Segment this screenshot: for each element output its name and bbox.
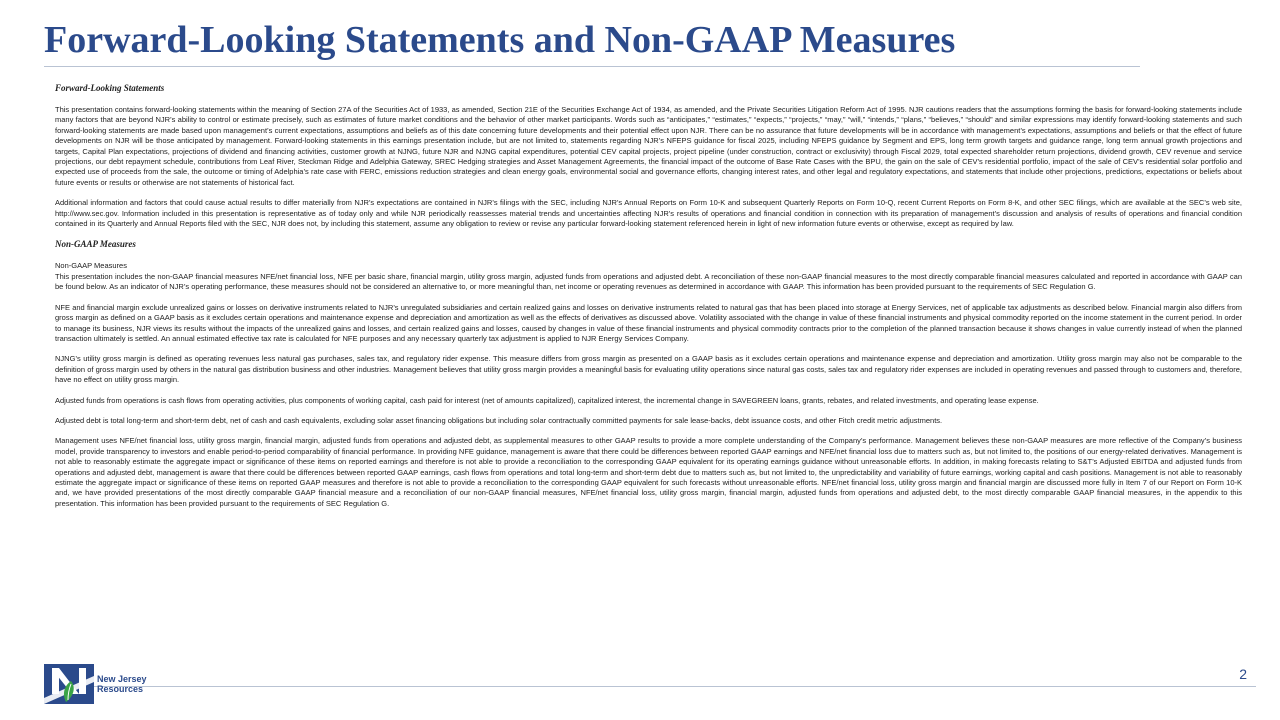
- content-area: [55, 83, 1242, 639]
- non-gaap-paragraph-5: Adjusted debt is total long-term and short-term debt, net of cash and cash equivalents, excluding solar asset financing obligations but including solar contractually committed payments for sale lease-backs, debt issuance costs, and other Fitch credit metric adjustments.: [55, 415, 943, 425]
- footer-divider: [94, 686, 1256, 687]
- non-gaap-paragraph-3: NJNG’s utility gross margin is defined as operating revenues less natural gas purchases, sales tax, and regulatory rider expense. This measure differs from gross margin as presented on a GAAP basis as it excludes certain operations and maintenance expense and depreciation and amortization. Utility gross margin may also not be comparable to the definition of gross margin used by others in the natural gas distribution business and other industries. Management believes that utility gross margin provides a meaningful basis for evaluating utility operations since natural gas costs, sales tax and regulatory rider expenses are included in operating revenues and passed through to customers and, therefore, have no effect on utility gross margin.: [55, 354, 1242, 385]
- forward-looking-paragraph-2: Additional information and factors that could cause actual results to differ materially from NJR’s expectations are contained in NJR’s filings with the SEC, including NJR’s Annual Reports on Form 10-K and subsequent Quarterly Reports on Form 10-Q, recent Current Reports on Form 8-K, and other SEC filings, which are available at the SEC’s web site, http://www.sec.gov. Information included in this presentation is representative as of today only and while NJR periodically reassesses material trends and uncertainties affecting NJR’s results of operations and financial condition in connection with its preparation of management’s discussion and analysis of results of operations and financial condition contained in its Quarterly and Annual Reports filed with the SEC, NJR does not, by including this statement, assume any obligation to review or revise any particular forward-looking statement referenced herein in light of new information future events or otherwise, except as required by law.: [55, 198, 1242, 229]
- non-gaap-paragraph-1: This presentation includes the non-GAAP financial measures NFE/net financial loss, NFE per basic share, financial margin, utility gross margin, adjusted funds from operations and adjusted debt. A reconciliation of these non-GAAP financial measures to the most directly comparable financial measures calculated and reported in accordance with GAAP can be found below. As an indicator of NJR’s operating performance, these measures should not be considered an alternative to, or more meaningful than, net income or operating revenues as determined in accordance with GAAP. This information has been provided pursuant to the requirements of SEC Regulation G.: [55, 271, 1242, 292]
- non-gaap-heading: Non-GAAP Measures: [55, 239, 136, 250]
- non-gaap-subheading: Non-GAAP Measures: [55, 261, 127, 271]
- page-title: Forward-Looking Statements and Non-GAAP Measures: [44, 19, 956, 61]
- logo-wordmark: [97, 674, 147, 694]
- company-logo: [44, 664, 156, 704]
- title-divider: [44, 66, 1140, 67]
- forward-looking-paragraph-1: This presentation contains forward-looking statements within the meaning of Section 27A of the Securities Act of 1933, as amended, Section 21E of the Securities Exchange Act of 1934, as amended, and the Private Securities Litigation Reform Act of 1995. NJR cautions readers that the assumptions forming the basis for forward-looking statements include many factors that are beyond NJR’s ability to control or estimate precisely, such as estimates of future market conditions and the behavior of other market participants. Words such as “anticipates,” “estimates,” “expects,” “projects,” “may,” “will,” “intends,” “plans,” “believes,” “should” and similar expressions may identify forward-looking statements and such forward-looking statements are made based upon management’s current expectations, assumptions and beliefs as of this date concerning future developments and their potential effect upon NJR. There can be no assurance that future developments will be in accordance with management’s expectations, assumptions and beliefs or that the effect of future developments on NJR will be those anticipated by management. Forward-looking statements in this earnings presentation include, but are not limited to, statements regarding NJR’s NFEPS guidance for fiscal 2025, including NFEPS guidance by Segment and EPS, long term growth targets and guidance range, long term annual growth projections and targets, Capital Plan expectations, projections of dividend and financing activities, customer growth at NJNG, future NJR and NJNG capital expenditures, potential CEV capital projects, project pipeline (under construction, contract or exclusivity) through Fiscal 2029, total expected shareholder return projections, dividend growth, CEV revenue and service projections, our debt repayment schedule, contributions from Leaf River, Steckman Ridge and Adelphia Gateway, SREC Hedging strategies and Asset Management Agreements, the financial impact of the outcome of Base Rate Cases with the BPU, the gain on the sale of CEV’s residential portfolio, impact of the sale of CEV’s residential solar portfolio and expected use of proceeds from the sale, the outcome or timing of Adelphia’s rate case with FERC, emissions reduction strategies and clean energy goals, environmental social and governance efforts, changing interest rates, and other legal and regulatory expectations, and statements that include other projections, predictions, expectations or beliefs about future events or results or otherwise are not statements of historical fact.: [55, 105, 1242, 187]
- logo-text-line1: New Jersey: [97, 674, 147, 684]
- page-number: 2: [1239, 666, 1247, 682]
- forward-looking-heading: Forward-Looking Statements: [55, 83, 165, 93]
- logo-text-line2: Resources: [97, 684, 144, 694]
- non-gaap-paragraph-4: Adjusted funds from operations is cash flows from operating activities, plus components of working capital, cash paid for interest (net of amounts capitalized), capitalized interest, the incremental change in SAVEGREEN loans, grants, rebates, and related investments, and operating lease expense.: [55, 395, 1039, 405]
- non-gaap-paragraph-6: Management uses NFE/net financial loss, utility gross margin, financial margin, adjusted funds from operations and adjusted debt, as supplemental measures to other GAAP results to provide a more complete understanding of the Company’s performance. Management believes these non-GAAP measures are more reflective of the Company’s business model, provide transparency to investors and enable period-to-period comparability of financial performance. In providing NFE guidance, management is aware that there could be differences between reported GAAP earnings and NFE/net financial loss due to matters such as, but not limited to, the positions of our energy-related derivatives. Management is not able to reasonably estimate the aggregate impact or significance of these items on reported earnings and therefore is not able to provide a reconciliation to the corresponding GAAP equivalent for its operating earnings guidance without unreasonable efforts. In addition, in making forecasts relating to S&T’s Adjusted EBITDA and adjusted funds from operations and adjusted debt, management is aware that there could be differences between reported GAAP earnings, cash flows from operations and total long-term and short-term debt due to matters such as, but not limited to, the unpredictability and variability of future earnings, working capital and cash positions. Management is not able to reasonably estimate the aggregate impact or significance of these items on reported GAAP measures and therefore is not able to provide a reconciliation to the corresponding GAAP equivalent for such forecasts without unreasonable efforts. NFE/net financial loss, utility gross margin and financial margin are discussed more fully in Item 7 of our Report on Form 10-K and, we have provided presentations of the most directly comparable GAAP financial measure and a reconciliation of our non-GAAP financial measures, NFE/net financial loss, utility gross margin, financial margin, adjusted funds from operations and adjusted debt, to the most directly comparable GAAP financial measures, in the appendix to this presentation. This information has been provided pursuant to the requirements of SEC Regulation G.: [55, 436, 1242, 508]
- njr-logo-icon: [44, 664, 94, 704]
- non-gaap-paragraph-2: NFE and financial margin exclude unrealized gains or losses on derivative instruments related to NJR’s unregulated subsidiaries and certain realized gains and losses on derivative instruments related to natural gas that has been placed into storage at Energy Services, net of applicable tax adjustments as described below. Financial margin also differs from gross margin as defined on a GAAP basis as it excludes certain operations and maintenance expense and depreciation and amortization as well as the effects of derivatives as discussed above. Volatility associated with the change in value of these financial instruments and physical commodity reported on the income statement in the current period. In order to manage its business, NJR views its results without the impacts of the unrealized gains and losses, and certain realized gains and losses, caused by changes in value of these financial instruments and physical commodity contracts prior to the completion of the planned transaction because it shows changes in value currently instead of when the planned transaction ultimately is settled. An annual estimated effective tax rate is calculated for NFE purposes and any necessary quarterly tax adjustment is applied to NJR Energy Services Company.: [55, 302, 1242, 343]
